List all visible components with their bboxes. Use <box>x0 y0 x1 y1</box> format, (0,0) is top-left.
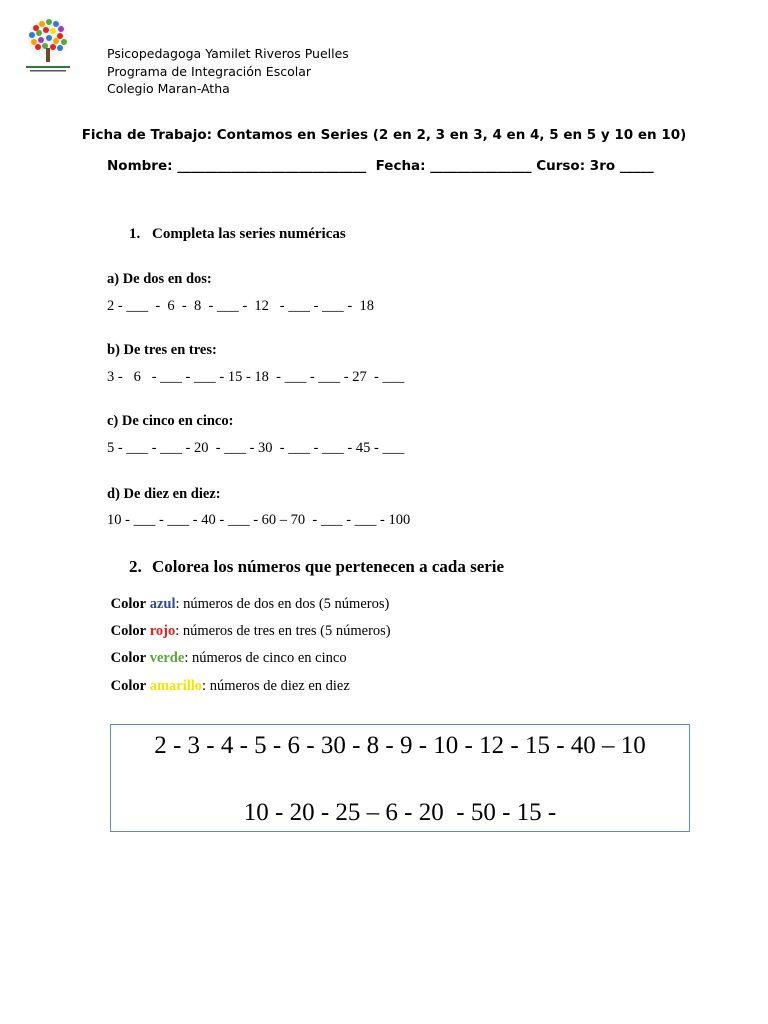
numbers-box <box>110 724 690 832</box>
section-2-heading <box>129 557 504 577</box>
color-word-green: verde <box>149 650 185 666</box>
color-word-yellow: amarillo <box>149 678 203 694</box>
header-line-1: Psicopedagoga Yamilet Riveros Puelles <box>107 46 349 61</box>
series-a-label: a) De dos en dos: <box>107 271 212 287</box>
header-block <box>107 45 349 98</box>
color-rest-blue: : números de dos en dos (5 números) <box>175 596 390 612</box>
color-prefix: Color <box>110 596 147 612</box>
tree-logo-icon <box>20 14 76 74</box>
student-info-line: Nombre: ____________________________ Fecha: _______________ Curso: 3ro _____ <box>107 158 654 174</box>
school-logo <box>20 14 76 74</box>
section-1-title: Completa las series numéricas <box>152 226 346 242</box>
color-word-blue: azul <box>149 596 176 612</box>
series-b-label: b) De tres en tres: <box>107 342 217 358</box>
section-2-title: Colorea los números que pertenecen a cada serie <box>152 557 505 576</box>
section-1-number: 1. <box>129 226 141 242</box>
section-2-number: 2. <box>129 557 142 576</box>
worksheet-title: Ficha de Trabajo: Contamos en Series (2 en 2, 3 en 3, 4 en 4, 5 en 5 y 10 en 10) <box>81 127 687 143</box>
series-c-values: 5 - ___ - ___ - 20 - ___ - 30 - ___ - ___ - 45 - ___ <box>107 440 405 456</box>
color-prefix: Color <box>110 650 147 666</box>
numbers-box-line-2: 10 - 20 - 25 – 6 - 20 - 50 - 15 - <box>243 799 557 826</box>
color-prefix: Color <box>110 678 147 694</box>
color-rest-red: : números de tres en tres (5 números) <box>175 623 391 639</box>
series-a-values: 2 - ___ - 6 - 8 - ___ - 12 - ___ - ___ - 18 <box>107 298 375 314</box>
color-instruction-red <box>107 623 391 640</box>
header-line-3: Colegio Maran-Atha <box>107 81 230 96</box>
series-d-values: 10 - ___ - ___ - 40 - ___ - 60 – 70 - ___ - ___ - 100 <box>107 512 411 528</box>
series-b-values: 3 - 6 - ___ - ___ - 15 - 18 - ___ - ___ - 27 - ___ <box>107 369 405 385</box>
numbers-box-line-1: 2 - 3 - 4 - 5 - 6 - 30 - 8 - 9 - 10 - 12 - 15 - 40 – 10 <box>154 732 646 759</box>
color-instruction-blue <box>107 596 389 613</box>
series-d-label: d) De diez en diez: <box>107 486 221 502</box>
header-line-2: Programa de Integración Escolar <box>107 63 311 79</box>
color-rest-yellow: : números de diez en diez <box>202 678 350 694</box>
section-1-heading <box>129 226 346 243</box>
color-rest-green: : números de cinco en cinco <box>184 650 347 666</box>
color-word-red: rojo <box>149 623 176 639</box>
series-c-label: c) De cinco en cinco: <box>107 413 234 429</box>
color-instruction-green <box>107 650 347 667</box>
color-instruction-yellow <box>107 678 350 695</box>
color-prefix: Color <box>110 623 147 639</box>
